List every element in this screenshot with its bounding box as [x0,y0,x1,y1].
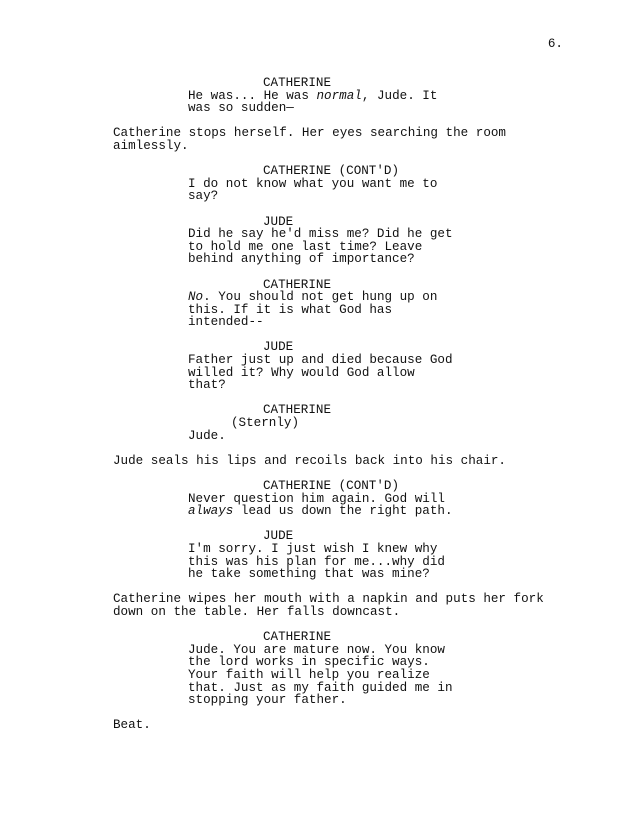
action-line: Jude seals his lips and recoils back into his chair. [113,453,506,468]
dialogue-line: say? [188,189,219,204]
emphasis: normal [316,88,362,103]
dialogue-line: Jude. [188,428,226,443]
script-block-dialogue [113,543,573,581]
script-block-dialogue [113,644,573,707]
character-cue: CATHERINE (CONT'D) [263,164,400,179]
dialogue-line: Never question him again. God will [188,491,445,506]
emphasis: No [188,290,204,305]
script-block-character [113,165,573,178]
character-cue: CATHERINE [263,277,332,292]
dialogue-line: was so sudden— [188,101,294,116]
blank-line [113,619,573,632]
action-line: down on the table. Her falls downcast. [113,604,401,619]
dialogue-line: I do not know what you want me to [188,176,438,191]
action-line: Beat. [113,718,151,733]
script-block-action [113,127,573,152]
dialogue-line: this was his plan for me...why did [188,554,445,569]
script-block-character [113,480,573,493]
dialogue-line: Your faith will help you realize [188,667,430,682]
action-line: Catherine wipes her mouth with a napkin and puts her fork [113,592,544,607]
character-cue: JUDE [263,529,294,544]
action-line: Catherine stops herself. Her eyes searching the room [113,126,506,141]
script-block-dialogue [113,228,573,266]
script-block-dialogue [113,354,573,392]
script-block-action [113,719,573,732]
emphasis: always [188,504,234,519]
character-cue: JUDE [263,340,294,355]
character-cue: JUDE [263,214,294,229]
character-cue: CATHERINE [263,403,332,418]
character-cue: CATHERINE [263,76,332,90]
dialogue-line: that. Just as my faith guided me in [188,680,453,695]
script-block-dialogue [113,291,573,329]
character-cue: CATHERINE (CONT'D) [263,479,400,493]
dialogue-line: always lead us down the right path. [188,504,453,519]
script-block-action [113,593,573,618]
dialogue-line: the lord works in specific ways. [188,655,430,670]
blank-line [113,442,573,455]
script-block-dialogue [113,493,573,518]
blank-line [113,392,573,405]
page-number: 6. [547,37,563,51]
script-block-dialogue [113,430,573,443]
script-block-parenthetical [113,417,573,430]
blank-line [113,707,573,720]
blank-line [113,266,573,279]
dialogue-line: to hold me one last time? Leave [188,239,423,254]
character-cue: CATHERINE [263,630,332,645]
script-block-action [113,455,573,468]
blank-line [113,203,573,216]
script-block-character [113,404,573,417]
script-block-character [113,631,573,644]
dialogue-line: stopping your father. [188,693,347,708]
script-block-dialogue [113,178,573,203]
blank-line [113,518,573,531]
dialogue-line: that? [188,378,226,393]
script-block-dialogue [113,90,573,115]
dialogue-line: Did he say he'd miss me? Did he get [188,227,453,242]
dialogue-line: he take something that was mine? [188,567,430,582]
blank-line [113,329,573,342]
action-line: aimlessly. [113,138,189,153]
screenplay-body [113,77,573,732]
dialogue-line: He was... He was normal, Jude. It [188,88,438,103]
dialogue-line: this. If it is what God has [188,302,393,317]
dialogue-line: Father just up and died because God [188,353,453,368]
dialogue-line: intended-- [188,315,264,330]
parenthetical: (Sternly) [231,416,300,431]
dialogue-line: No. You should not get hung up on [188,290,438,305]
dialogue-line: I'm sorry. I just wish I knew why [188,541,438,556]
dialogue-line: Jude. You are mature now. You know [188,642,445,657]
dialogue-line: behind anything of importance? [188,252,415,267]
dialogue-line: willed it? Why would God allow [188,365,415,380]
